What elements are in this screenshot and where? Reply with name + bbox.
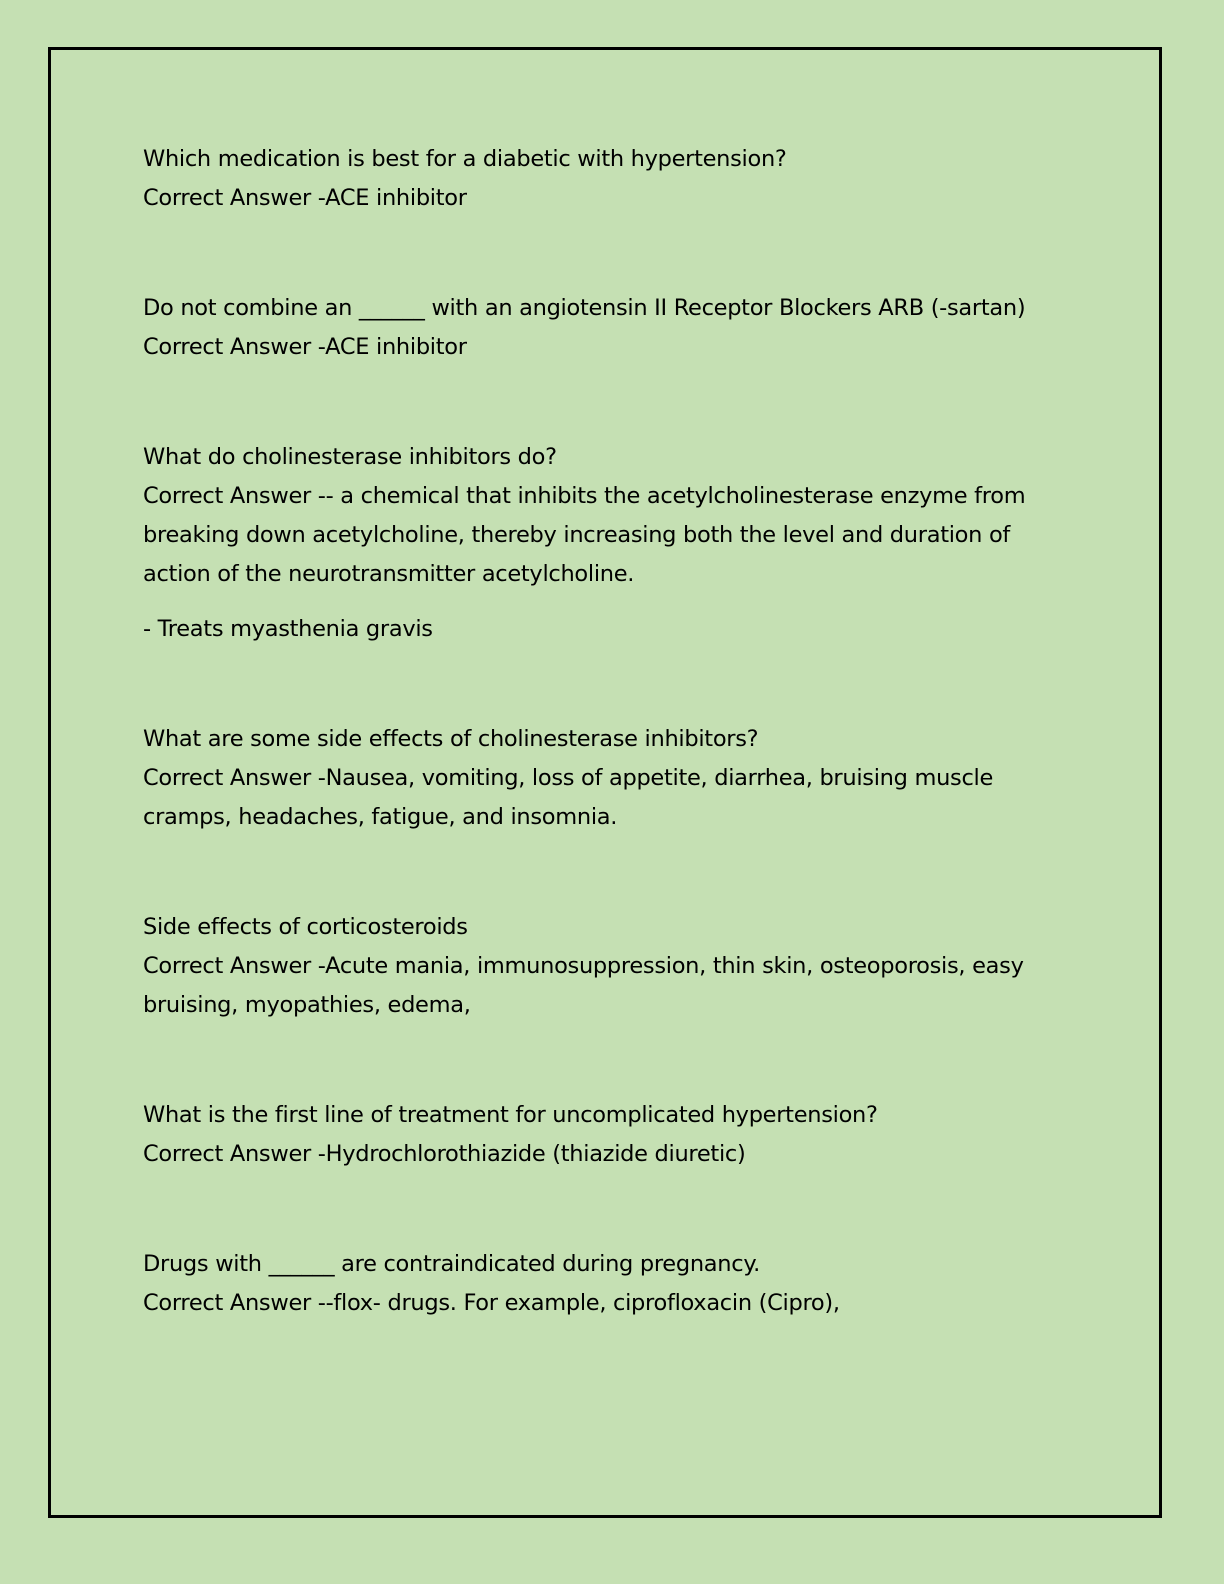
answer-text: Correct Answer -ACE inhibitor	[143, 334, 467, 360]
question-text: What do cholinesterase inhibitors do?	[143, 444, 557, 470]
question-text: What is the first line of treatment for uncomplicated hypertension?	[143, 1102, 878, 1128]
question-text: Which medication is best for a diabetic with hypertension?	[143, 146, 787, 172]
answer-text: Correct Answer -Hydrochlorothiazide (thiazide diuretic)	[143, 1141, 746, 1167]
qa-item	[143, 1245, 1073, 1323]
answer-text: Correct Answer -ACE inhibitor	[143, 185, 467, 211]
qa-item	[143, 438, 1073, 649]
answer-note: - Treats myasthenia gravis	[143, 616, 433, 642]
answer-text: Correct Answer -- a chemical that inhibits the acetylcholinesterase enzyme from breaking down acetylcholine, thereby increasing both the level and duration of action of the neurotransmitter acetylcholine.	[143, 483, 1026, 587]
question-text: Do not combine an ______ with an angiotensin II Receptor Blockers ARB (-sartan)	[143, 295, 1026, 321]
qa-item	[143, 720, 1073, 837]
answer-text: Correct Answer -Nausea, vomiting, loss of appetite, diarrhea, bruising muscle cramps, headaches, fatigue, and insomnia.	[143, 765, 994, 830]
document-content	[143, 140, 1073, 1323]
question-text: What are some side effects of cholinesterase inhibitors?	[143, 726, 759, 752]
answer-text: Correct Answer --flox- drugs. For example, ciprofloxacin (Cipro),	[143, 1290, 840, 1316]
qa-item	[143, 908, 1073, 1025]
qa-item	[143, 140, 1073, 218]
answer-text: Correct Answer -Acute mania, immunosuppression, thin skin, osteoporosis, easy bruising, myopathies, edema,	[143, 953, 1024, 1018]
question-text: Side effects of corticosteroids	[143, 914, 468, 940]
question-text: Drugs with ______ are contraindicated during pregnancy.	[143, 1251, 760, 1277]
qa-item	[143, 289, 1073, 367]
qa-item	[143, 1096, 1073, 1174]
